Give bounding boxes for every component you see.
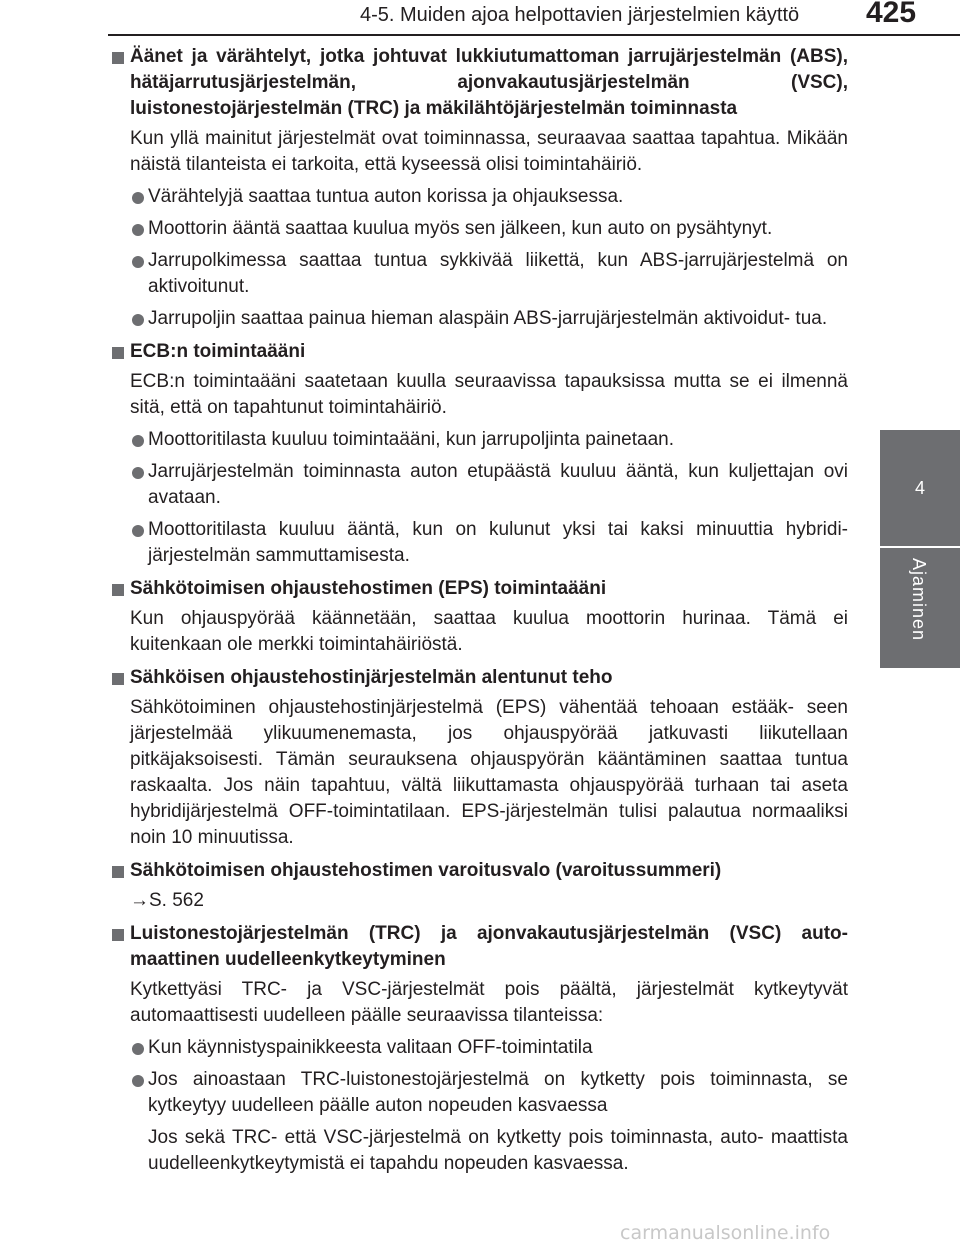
section-paragraph: Kytkettyäsi TRC- ja VSC-järjestelmät pois päältä, järjestelmät kytkeytyvät automaattisesti uudelleen päälle seuraavissa tilanteissa:: [130, 979, 848, 1026]
section-title: Sähköisen ohjaustehostinjärjestelmän alentunut teho: [130, 667, 613, 688]
chapter-number: 4: [914, 477, 925, 498]
section-heading: [108, 339, 848, 365]
list-item-text: Värähtelyjä saattaa tuntua auton korissa ja ohjauksessa.: [148, 186, 624, 207]
list-item: [130, 517, 848, 569]
page-header: [0, 0, 960, 36]
chapter-tab-label: [880, 548, 960, 668]
list-item-text: Moottoritilasta kuuluu toimintaääni, kun jarrupoljinta painetaan.: [148, 429, 674, 450]
circle-bullet-icon: [130, 1035, 148, 1061]
circle-bullet-icon: [130, 216, 148, 242]
circle-bullet-icon: [130, 517, 148, 569]
section-paragraph: Kun ohjauspyörää käännetään, saattaa kuulua moottorin hurinaa. Tämä ei kuitenkaan ole merkki toimintahäiriöstä.: [130, 608, 848, 655]
section-heading: [108, 665, 848, 691]
section-title: Sähkötoimisen ohjaustehostimen (EPS) toimintaääni: [130, 578, 607, 599]
square-bullet-icon: [108, 339, 130, 365]
page-number: 425: [866, 0, 917, 29]
circle-bullet-icon: [130, 459, 148, 511]
header-title: 4-5. Muiden ajoa helpottavien järjestelmien käyttö: [360, 4, 800, 26]
section-eps-reduced: [108, 665, 848, 851]
page-reference: →S. 562: [130, 890, 204, 911]
section-eps-sound: [108, 576, 848, 658]
square-bullet-icon: [108, 665, 130, 691]
square-bullet-icon: [108, 858, 130, 884]
list-item: [130, 1035, 848, 1061]
watermark: carmanualsonline.info: [620, 1222, 831, 1244]
circle-bullet-icon: [130, 1067, 148, 1119]
list-item: [130, 1067, 848, 1119]
section-abs-sounds: [108, 44, 848, 332]
square-bullet-icon: [108, 576, 130, 602]
circle-bullet-icon: [130, 248, 148, 300]
list-item: [130, 306, 848, 332]
section-heading: [108, 921, 848, 973]
section-title: ECB:n toimintaääni: [130, 341, 306, 362]
list-item-text: Jarrujärjestelmän toiminnasta auton etupäästä kuuluu ääntä, kun kuljettajan ovi avataan.: [148, 461, 848, 508]
sub-paragraph: Jos sekä TRC- että VSC-järjestelmä on kytketty pois toiminnasta, auto- maattista uudelleenkytkeytymistä ei tapahdu nopeuden kasvaessa.: [148, 1127, 848, 1174]
list-item-text: Jos ainoastaan TRC-luistonestojärjestelmä on kytketty pois toiminnasta, se kytkeytyy uudelleen päälle auton nopeuden kasvaessa: [148, 1069, 848, 1116]
chapter-label: Ajaminen: [909, 558, 929, 642]
section-paragraph: ECB:n toimintaääni saatetaan kuulla seuraavissa tapauksissa mutta se ei ilmennä sitä, että on tapahtunut toimintahäiriö.: [130, 371, 848, 418]
circle-bullet-icon: [130, 427, 148, 453]
circle-bullet-icon: [130, 184, 148, 210]
section-ecb-sound: [108, 339, 848, 569]
list-item-text: Moottoritilasta kuuluu ääntä, kun on kulunut yksi tai kaksi minuuttia hybridi- järjestelmän sammuttamisesta.: [148, 519, 848, 566]
list-item-text: Jarrupoljin saattaa painua hieman alaspäin ABS-jarrujärjestelmän aktivoidut- tua.: [148, 308, 828, 329]
section-eps-warning: [108, 858, 848, 914]
list-item-text: Jarrupolkimessa saattaa tuntua sykkivää liikettä, kun ABS-jarrujärjestelmä on aktivoitunut.: [148, 250, 848, 297]
section-heading: [108, 576, 848, 602]
section-heading: [108, 44, 848, 122]
square-bullet-icon: [108, 921, 130, 973]
section-title: Luistonestojärjestelmän (TRC) ja ajonvakautusjärjestelmän (VSC) auto- maattinen uudelleenkytkeytyminen: [130, 923, 848, 970]
list-item: [130, 427, 848, 453]
page-content: [108, 44, 848, 1184]
list-item: [130, 216, 848, 242]
section-paragraph: Kun yllä mainitut järjestelmät ovat toiminnassa, seuraavaa saattaa tapahtua. Mikään näistä tilanteista ei tarkoita, että kyseessä olisi toimintahäiriö.: [130, 128, 848, 175]
list-item-text: Moottorin ääntä saattaa kuulua myös sen jälkeen, kun auto on pysähtynyt.: [148, 218, 773, 239]
chapter-tab-number: [880, 430, 960, 546]
list-item-text: Kun käynnistyspainikkeesta valitaan OFF-toimintatila: [148, 1037, 593, 1058]
header-divider: [108, 34, 960, 36]
list-item: [130, 248, 848, 300]
list-item: [130, 184, 848, 210]
section-trc-vsc: [108, 921, 848, 1177]
section-paragraph: Sähkötoiminen ohjaustehostinjärjestelmä (EPS) vähentää tehoaan estääk- seen järjestelmää ylikuumenemasta, jos ohjauspyörää jatkuvasti liikutellaan pitkäjaksoisesti. Tämän seurauksena ohjauspyörän kääntäminen saattaa tuntua raskaalta. Jos näin tapahtuu, vältä liikuttamasta ohjauspyörää turhaan tai aseta hybridijärjestelmä OFF-toimintatilaan. EPS-järjestelmän tulisi palautua normaaliksi noin 10 minuutissa.: [130, 697, 848, 848]
circle-bullet-icon: [130, 306, 148, 332]
section-title: Sähkötoimisen ohjaustehostimen varoitusvalo (varoitussummeri): [130, 860, 722, 881]
section-title: Äänet ja värähtelyt, jotka johtuvat lukkiutumattoman jarrujärjestelmän (ABS), hätäjarrutusjärjestelmän, ajonvakautusjärjestelmän (VSC), luistonestojärjestelmän (TRC) ja mäkilähtöjärjestelmän toiminnasta: [130, 46, 848, 119]
list-item: [130, 459, 848, 511]
square-bullet-icon: [108, 44, 130, 122]
section-heading: [108, 858, 848, 884]
